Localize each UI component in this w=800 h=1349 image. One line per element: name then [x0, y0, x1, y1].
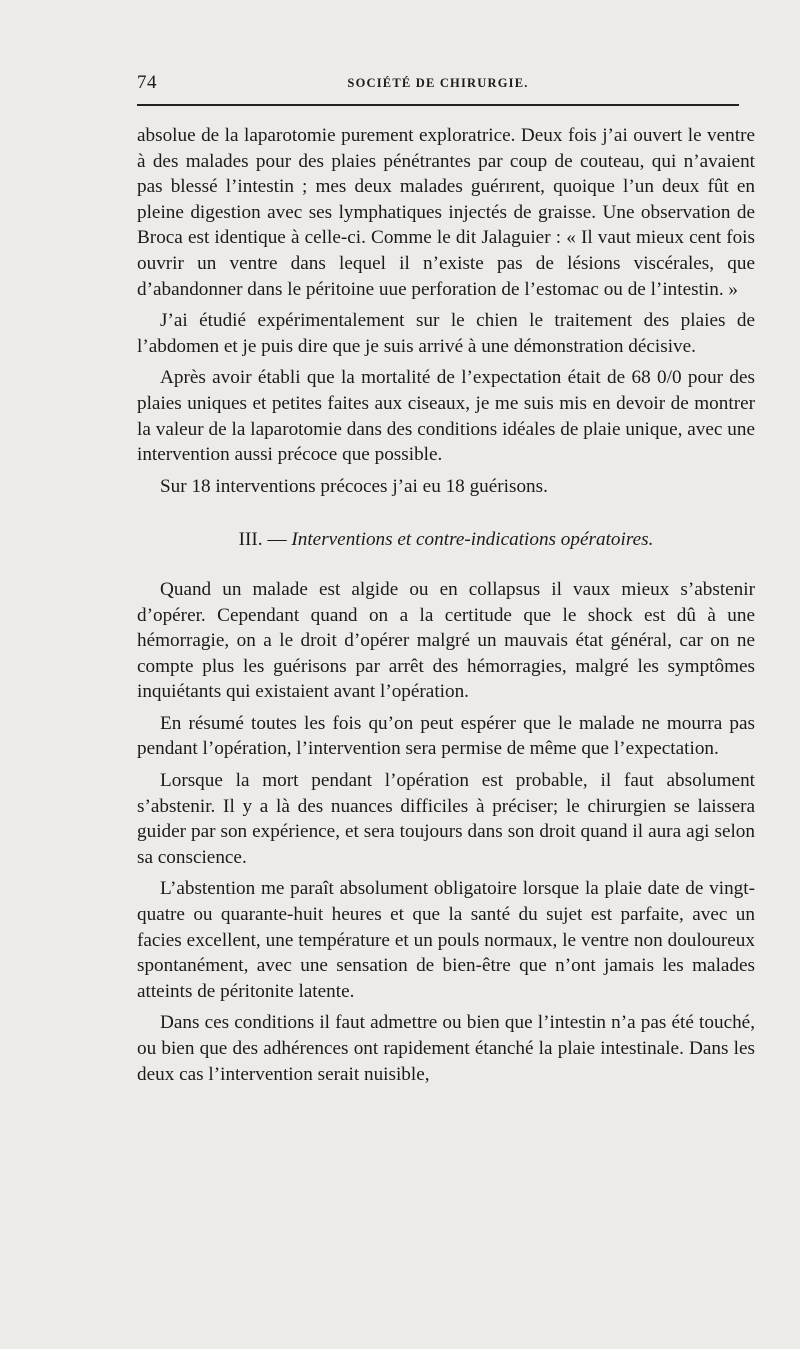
section-title: Interventions et contre-indications opératoires. — [291, 529, 654, 551]
paragraph: Sur 18 interventions précoces j’ai eu 18 guérisons. — [160, 475, 548, 497]
paragraph: J’ai étudié expérimentalement sur le chien le traitement des plaies de l’abdomen et je puis dire que je suis arrivé à une démonstration décisive. — [137, 310, 755, 357]
section-heading — [137, 527, 755, 553]
paragraph: L’abstention me paraît absolument obligatoire lorsque la plaie date de vingt-quatre ou quarante-huit heures et que la santé du sujet est parfaite, avec un facies excellent, une température et un pouls normaux, le ventre non douloureux spontanément, avec une sensation de bien-être que n’ont jamais les malades atteints de péritonite latente. — [137, 878, 755, 1002]
paragraph: absolue de la laparotomie purement exploratrice. Deux fois j’ai ouvert le ventre à des malades pour des plaies pénétrantes par coup de couteau, qui n’avaient pas blessé l’intestin ; mes deux malades guérırent, quoique l’un deux fût en pleine digestion avec ses lymphatiques injectés de graisse. Une observation de Broca est identique à celle-ci. Comme le dit Jalaguier : « Il vaut mieux cent fois ouvrir un ventre dans lequel il n’existe pas de lésions viscérales, que d’abandonner dans le péritoine uue perforation de l’estomac ou de l’intestin. » — [137, 125, 755, 300]
paragraph: En résumé toutes les fois qu’on peut espérer que le malade ne mourra pas pendant l’opération, l’intervention sera permise de même que l’expectation. — [137, 712, 755, 760]
paragraph: Après avoir établi que la mortalité de l’expectation était de 68 0/0 pour des plaies uniques et petites faites aux ciseaux, je me suis mis en devoir de montrer la valeur de la laparotomie dans des conditions idéales de plaie unique, avec une intervention aussi précoce que possible. — [137, 367, 755, 466]
paragraph: Lorsque la mort pendant l’opération est probable, il faut absolument s’abstenir. Il y a là des nuances difficiles à préciser; le chirurgien se laissera guider par son expérience, et sera toujours dans son droit quand il aura agi selon sa conscience. — [137, 770, 755, 868]
section-number: III. — — [238, 529, 287, 551]
paragraph: Dans ces conditions il faut admettre ou bien que l’intestin n’a pas été touché, ou bien que des adhérences ont rapidement étanché la plaie intestinale. Dans les deux cas l’intervention serait nuisible, — [137, 1012, 755, 1085]
running-head — [137, 72, 739, 100]
paragraph: Quand un malade est algide ou en collapsus il vaux mieux s’abstenir d’opérer. Cependant quand on a la certitude que le shock est dû à une hémorragie, on a le droit d’opérer malgré un mauvais état général, car on ne compte plus les guérisons par arrêt des hémorragies, malgré les symptômes inquiétants qui existaient avant l’opération. — [137, 578, 755, 703]
page-number: 74 — [137, 72, 157, 93]
running-title: SOCIÉTÉ DE CHIRURGIE. — [347, 76, 529, 90]
body-text — [137, 123, 755, 1093]
header-rule — [137, 104, 739, 106]
